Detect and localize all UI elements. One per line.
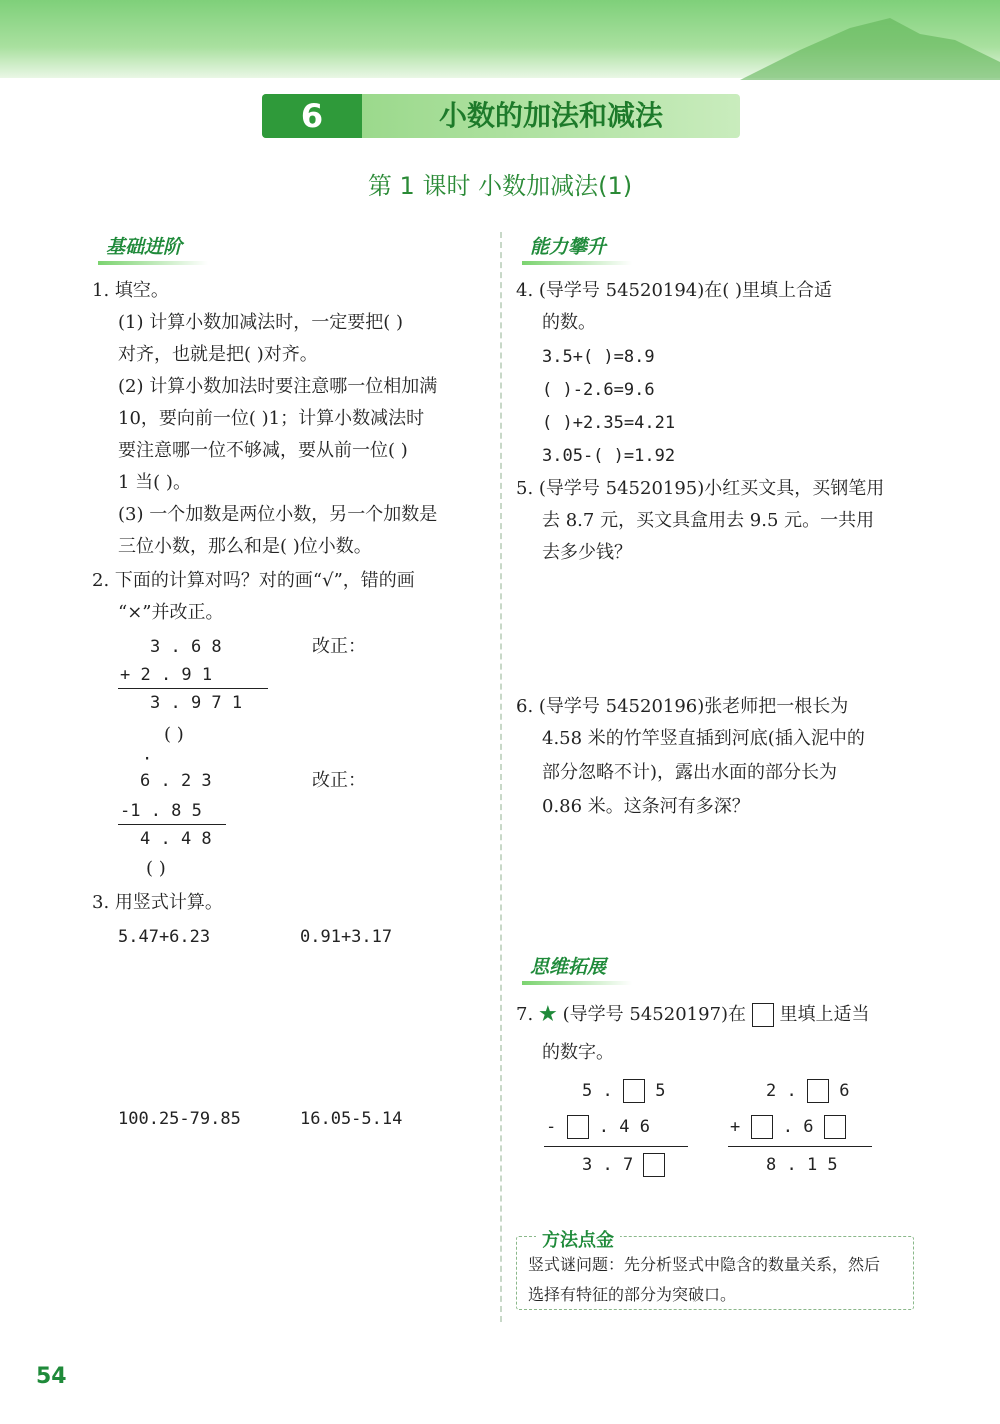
puzzle2-result: 8 . 1 5 [766,1155,838,1175]
page-number: 54 [36,1364,67,1389]
calc1-fix-label: 改正： [312,636,366,657]
q1-line: (3) 一个加数是两位小数，另一个加数是 [118,504,438,525]
puzzle2-row2 [730,1114,846,1140]
column-divider [500,232,502,1322]
calc2-row1: 6 . 2 3 [140,771,212,791]
tip-line: 竖式谜问题：先分析竖式中隐含的数量关系，然后 [528,1255,881,1274]
calc2-result: 4 . 4 8 [140,829,212,849]
blank-box[interactable] [643,1153,665,1177]
puzzle2-digit: 2 . [766,1081,797,1101]
blank-box-icon [752,1003,774,1027]
calc1-row1: 3 . 6 8 [150,637,222,657]
calc2-fix-label: 改正： [312,770,366,791]
puzzle2-digit: 6 [839,1081,850,1101]
q3-expr: 5.47+6.23 [118,927,211,947]
q4-equation: ( )-2.6=9.6 [542,380,655,400]
calc2-row2: -1 . 8 5 [120,801,202,821]
lesson-title: 第 1 课时 小数加减法(1) [367,172,633,200]
section-basic: 基础进阶 [106,232,182,259]
q6-line: 0.86 米。这条河有多深？ [542,796,750,817]
plus-sign: + [730,1117,741,1137]
calc2-rule [118,824,226,825]
q1-title: 1. 填空。 [92,280,169,301]
puzzle1-digit: 5 . [582,1081,613,1101]
calc2-judge: ( ) [146,858,166,879]
q1-line: 10，要向前一位( )1；计算小数减法时 [118,408,425,429]
q3-expr: 0.91+3.17 [300,927,393,947]
puzzle2-digit: . 6 [782,1117,814,1137]
puzzle1-rule [544,1146,688,1147]
q1-line: (1) 计算小数加减法时，一定要把( ) [118,312,403,333]
minus-sign: - [546,1117,557,1137]
q5-line: 去多少钱？ [542,542,632,563]
q5-line: 5. (导学号 54520195)小红买文具，买钢笔用 [516,478,885,499]
q7-line [516,1002,870,1028]
q3-title: 3. 用竖式计算。 [92,892,223,913]
blank-box[interactable] [567,1115,589,1139]
section-ability: 能力攀升 [530,232,606,259]
q4-line: 的数。 [542,312,596,333]
calc1-rule [118,688,268,689]
section-thinking: 思维拓展 [530,952,606,979]
q5-line: 去 8.7 元，买文具盒用去 9.5 元。一共用 [542,510,875,531]
chapter-number: 6 [262,94,362,138]
calc1-result: 3 . 9 7 1 [150,693,243,713]
q2-line: 2. 下面的计算对吗？对的画“√”，错的画 [92,570,415,591]
star-icon: ★ [538,1004,557,1025]
q4-line: 4. (导学号 54520194)在( )里填上合适 [516,280,833,301]
q6-line: 4.58 米的竹竿竖直插到河底(插入泥中的 [542,728,865,749]
mountain-decoration [740,0,1000,80]
q7-number: 7. [516,1004,534,1025]
puzzle1-digit: . 4 6 [598,1117,650,1137]
calc1-row2: + 2 . 9 1 [120,665,213,685]
blank-box[interactable] [751,1115,773,1139]
tip-line: 选择有特征的部分为突破口。 [528,1285,737,1304]
q6-line: 6. (导学号 54520196)张老师把一根长为 [516,696,849,717]
q7-line: 的数字。 [542,1042,614,1063]
q3-expr: 16.05-5.14 [300,1109,403,1129]
puzzle2-rule [728,1146,872,1147]
q4-equation: 3.5+( )=8.9 [542,347,655,367]
q3-expr: 100.25-79.85 [118,1109,241,1129]
q4-equation: ( )+2.35=4.21 [542,413,676,433]
q2-line: “×”并改正。 [118,602,224,623]
calc2-dot: · [142,749,153,769]
puzzle2-row1 [766,1078,849,1104]
tip-heading: 方法点金 [536,1226,620,1252]
q7-text-a: (导学号 54520197)在 [562,1004,747,1025]
q1-line: 三位小数，那么和是( )位小数。 [118,536,372,557]
blank-box[interactable] [623,1079,645,1103]
puzzle1-row1 [582,1078,665,1104]
q1-line: 要注意哪一位不够减，要从前一位( ) [118,440,408,461]
q7-text-b: 里填上适当 [779,1004,870,1025]
puzzle1-row3 [582,1152,665,1178]
puzzle1-digit: 3 . 7 [582,1155,634,1175]
blank-box[interactable] [824,1115,846,1139]
q1-line: (2) 计算小数加法时要注意哪一位相加满 [118,376,438,397]
blank-box[interactable] [807,1079,829,1103]
calc1-judge: ( ) [164,724,184,745]
puzzle1-row2 [546,1114,650,1140]
q1-line: 对齐，也就是把( )对齐。 [118,344,318,365]
chapter-title: 小数的加法和减法 [438,99,663,132]
q1-line: 1 当( )。 [118,472,191,493]
q4-equation: 3.05-( )=1.92 [542,446,676,466]
puzzle1-digit: 5 [655,1081,666,1101]
q6-line: 部分忽略不计)，露出水面的部分长为 [542,762,838,783]
